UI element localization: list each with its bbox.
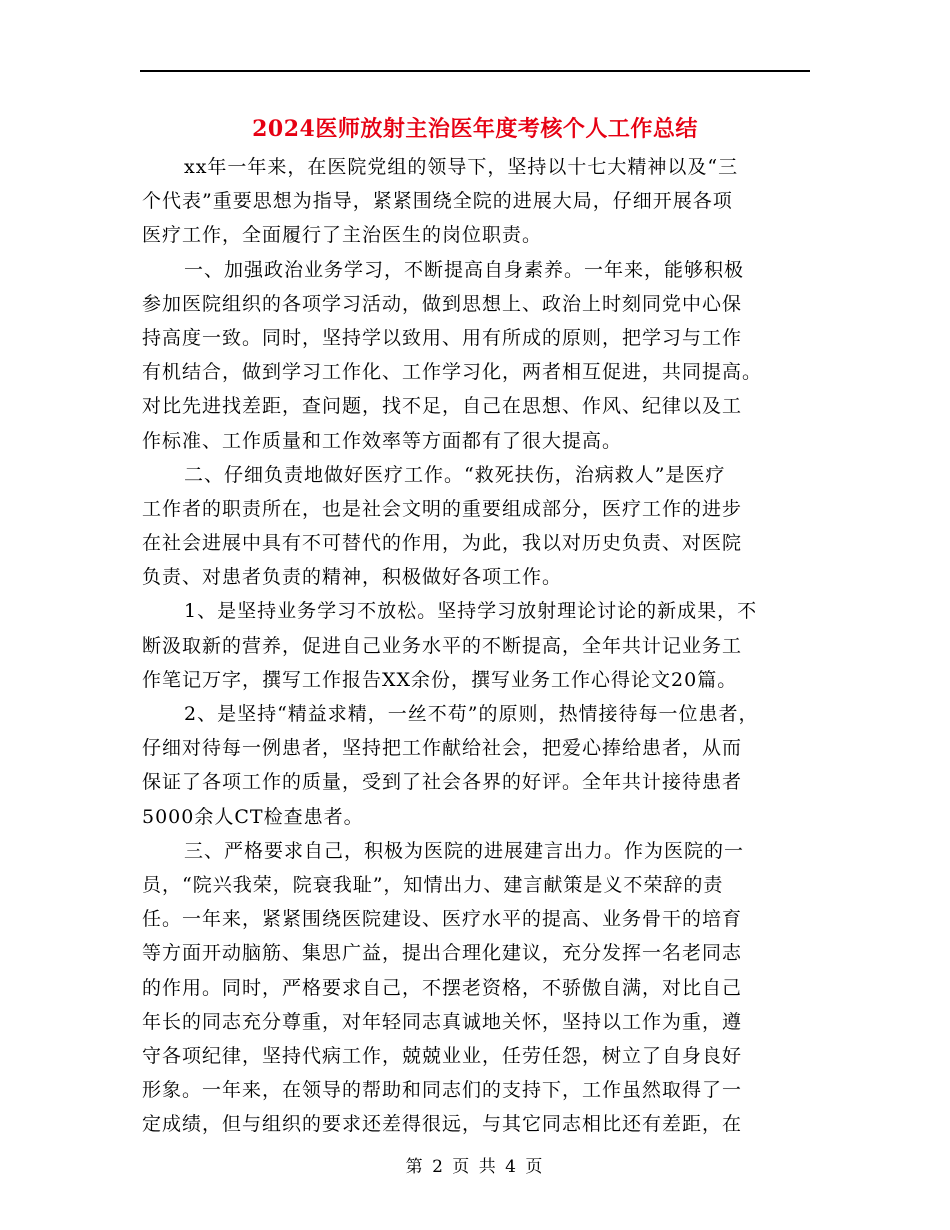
paragraph-line: 对比先进找差距，查问题，找不足，自己在思想、作风、纪律以及工 (142, 395, 743, 418)
paragraph-line: 参加医院组织的各项学习活动，做到思想上、政治上时刻同党中心保 (142, 292, 743, 315)
header-rule (140, 70, 810, 72)
paragraph-line: 仔细对待每一例患者，坚持把工作献给社会，把爱心捧给患者，从而 (142, 737, 743, 760)
paragraph-line: 年长的同志充分尊重，对年轻同志真诚地关怀，坚持以工作为重，遵 (142, 1010, 743, 1033)
paragraph-line: 等方面开动脑筋、集思广益，提出合理化建议，充分发挥一名老同志 (142, 942, 743, 965)
paragraph-line: 5000余人CT检查患者。 (142, 805, 364, 828)
paragraph-line: 作标准、工作质量和工作效率等方面都有了很大提高。 (142, 429, 623, 452)
paragraph-line: 2、是坚持“精益求精，一丝不苟”的原则，热情接待每一位患者， (184, 703, 759, 725)
paragraph-line: 作笔记万字，撰写工作报告XX余份，撰写业务工作心得论文20篇。 (142, 668, 738, 691)
paragraph-line: 医疗工作，全面履行了主治医生的岗位职责。 (142, 224, 543, 247)
paragraph-line: 二、仔细负责地做好医疗工作。“救死扶伤，治病救人”是医疗 (184, 463, 726, 486)
paragraph-line: 形象。一年来，在领导的帮助和同志们的支持下，工作虽然取得了一 (142, 1079, 743, 1102)
paragraph-line: 工作者的职责所在，也是社会文明的重要组成部分，医疗工作的进步 (142, 497, 743, 520)
page-number-footer: 第 2 页 共 4 页 (405, 1157, 545, 1177)
paragraph-line: 1、是坚持业务学习不放松。坚持学习放射理论讨论的新成果，不 (184, 600, 758, 623)
paragraph-line: 员，“院兴我荣，院衰我耻”，知情出力、建言献策是义不荣辞的责 (142, 873, 724, 896)
paragraph-line: 任。一年来，紧紧围绕医院建设、医疗水平的提高、业务骨干的培育 (142, 908, 743, 931)
paragraph-line: 守各项纪律，坚持代病工作，兢兢业业，任劳任怨，树立了自身良好 (142, 1044, 743, 1067)
paragraph-line: 的作用。同时，严格要求自己，不摆老资格，不骄傲自满，对比自己 (142, 976, 743, 999)
paragraph-line: xx年一年来，在医院党组的领导下，坚持以十七大精神以及“三 (184, 156, 739, 178)
paragraph-line: 断汲取新的营养，促进自己业务水平的不断提高，全年共计记业务工 (142, 634, 743, 657)
paragraph-line: 有机结合，做到学习工作化、工作学习化，两者相互促进，共同提高。 (142, 361, 763, 384)
document-body (142, 150, 822, 1141)
paragraph-line: 一、加强政治业务学习，不断提高自身素养。一年来，能够积极 (184, 258, 745, 281)
paragraph-line: 在社会进展中具有不可替代的作用，为此，我以对历史负责、对医院 (142, 532, 743, 555)
paragraph-line: 定成绩，但与组织的要求还差得很远，与其它同志相比还有差距，在 (142, 1113, 743, 1136)
paragraph-line: 个代表”重要思想为指导，紧紧围绕全院的进展大局，仔细开展各项 (142, 190, 733, 213)
paragraph-line: 保证了各项工作的质量，受到了社会各界的好评。全年共计接待患者 (142, 771, 743, 794)
document-title: 2024医师放射主治医年度考核个人工作总结 (252, 116, 698, 142)
paragraph-line: 负责、对患者负责的精神，积极做好各项工作。 (142, 566, 563, 589)
paragraph-line: 持高度一致。同时，坚持学以致用、用有所成的原则，把学习与工作 (142, 326, 743, 349)
paragraph-line: 三、严格要求自己，积极为医院的进展建言出力。作为医院的一 (184, 839, 745, 862)
